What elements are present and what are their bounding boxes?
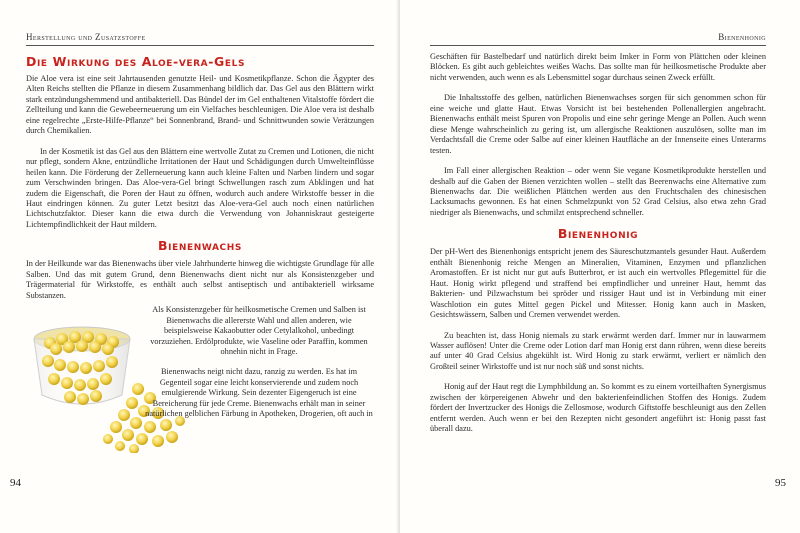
page-number-right: 95 (775, 477, 786, 489)
paragraph: Die Aloe vera ist eine seit Jahrtausenden genutzte Heil- und Kosmetikpflanze. Schon die Ägypter des Alten Reichs stellten die Pflanze in diesem Zusammenhang bildlich dar. Das Gel aus den Blättern wirkt stark entzündungshemmend und antibakteriell. Das Bündel der im Gel enthaltenen Vitalstoffe fördert die Zellteilung und kann die Gewebeerneuerung um ein Vielfaches beschleunigen. Die Aloe vera ist deshalb eine regelrechte „Erste-Hilfe-Pflanze“ bei Sonnenbrand, Brand- und Schnittwunden sowie Verätzungen durch Chemikalien. (26, 74, 374, 136)
paragraph: Die Inhaltsstoffe des gelben, natürlichen Bienenwachses sorgen für sich genommen schon für eine weiche und glatte Haut. Etwas Vorsicht ist bei bestehenden Pollenallergien angebracht. Bienenwachs enthält meist Spuren von Propolis und eine sehr geringe Menge an Pollen. Auch wenn diese Menge wahrscheinlich zu gering ist, um allergische Reaktionen auszulösen, sollte man im Verdachtsfall die Creme oder Salbe auf einer kleinen Hautfläche an der Innenseite eines Unterarms testen. (430, 93, 766, 155)
section-title-bienenhonig: Bienenhonig (557, 226, 639, 242)
paragraph: Zu beachten ist, dass Honig niemals zu stark erwärmt werden darf. Immer nur in lauwarmem Wasser auflösen! Unter die Creme oder Lotion darf man Honig erst dann rühren, wenn diese bereits auf unter 40 Grad Celsius abgekühlt ist. Wird Honig zu stark erwärmt, verliert er nämlich den Großteil seiner Wirkstoffe und ist nur noch süß und sonst nichts. (430, 330, 766, 371)
paragraph: In der Kosmetik ist das Gel aus den Blättern eine wertvolle Zutat zu Cremen und Lotionen, die nicht nur pflegt, sondern Akne, entzündliche Irritationen der Haut und Schädigungen durch Umwelteinflüsse heilen kann. Die Förderung der Zellerneuerung kann auch kleine Falten und Narben lindern und sogar zum Verschwinden bringen. Das Aloe-vera-Gel bringt Schwellungen rasch zum Abklingen und hat zudem die Eigenschaft, die Poren der Haut zu öffnen, wodurch auch andere Wirkstoffe besser in die Haut eindringen können. Zu guter Letzt besitzt das Aloe-vera-Gel auch noch einen natürlichen Lichtschutzfaktor. Dieser kann die etwa durch die Verwendung von Johanniskraut gesteigerte Lichtempfindlichkeit der Haut mildern. (26, 146, 374, 229)
paragraph: Der pH-Wert des Bienenhonigs entspricht jenem des Säureschutzmantels gesunder Haut. Außerdem enthält Bienenhonig reiche Mengen an Mineralien, Vitaminen, Enzymen und pflanzlichen Aromastoffen. Er ist nicht nur gut aufs Butterbrot, er ist auch ein wertvolles Pflegemittel für die Haut. Honig wirkt pflegend und straffend bei empfindlicher und unreiner Haut, hemmt das Bakterien- und Pilzwachstum bei spröder und rissiger Haut und ist in Verbindung mit einer Waschlotion ein gutes Mittel gegen Pickel und Mitesser. Honig kann auch in Masken, Gesichtswässern, Salben und Cremen verwendet werden. (430, 247, 766, 320)
paragraph: In der Heilkunde war das Bienenwachs über viele Jahrhunderte hinweg die wichtigste Grundlage für alle Salben. Und das mit gutem Grund, denn Bienenwachs dient nicht nur als Konsistenzgeber und Trägermaterial für Wirkstoffe, es enthält auch selbst antiseptisch und antibakteriell wirksame Substanzen. (26, 259, 374, 300)
right-content (430, 52, 766, 435)
header-rule-right (430, 45, 766, 46)
section-title-bienenwachs: Bienenwachs (158, 238, 242, 254)
left-content (26, 54, 374, 465)
page-number-left: 94 (10, 477, 21, 489)
beeswax-side-text (144, 305, 374, 420)
running-head-left: Herstellung und Zusatzstoffe (26, 32, 146, 42)
paragraph: Geschäften für Bastelbedarf und natürlich direkt beim Imker in Form von Plättchen oder kleinen Blöcken. Es gibt auch gebleichtes weißes Wachs. Das sollte man für heilkosmetische Produkte aber nicht verwenden, auch wenn es als Lebensmittel sogar durchaus seinen Zweck erfüllt. (430, 52, 766, 82)
paragraph: Im Fall einer allergischen Reaktion – oder wenn Sie vegane Kosmetikprodukte herstellen und deshalb auf die Gaben der Bienen verzichten wollen – stellt das Beerenwachs eine Alternative zum Bienenwachs dar. Die weißlichen Plättchen werden aus den Fruchtschalen des chinesischen Lacksumachs gewonnen. Es hat einen Schmelzpunkt von 52 Grad Celsius, also etwa zehn Grad niedriger als Bienenwachs, und schmilzt entsprechend schneller. (430, 166, 766, 217)
paragraph: Als Konsistenzgeber für heilkosmetische Cremen und Salben ist Bienenwachs die allererste Wahl und allen anderen, wie beispielsweise Kakaobutter oder Cetylalkohol, unbedingt vorzuziehen. Erdölprodukte, wie Vaseline oder Paraffin, kommen ohnehin nicht in Frage. (150, 305, 368, 356)
running-head-right: Bienenhonig (718, 32, 766, 42)
section-title-aloe: Die Wirkung des Aloe-vera-Gels (26, 54, 246, 69)
paragraph: Honig auf der Haut regt die Lymphbildung an. So kommt es zu einem vorteilhaften Synergismus zwischen der körpereigenen Abwehr und den bakterienfeindlichen Stoffen des Honigs. Zudem fördert der Invertzucker des Honigs die Zellosmose, wodurch Giftstoffe beschleunigt aus den Zellen entfernt werden. Auch wenn er bei den Rezepten nicht gesondert angeführt ist: Honig passt fast überall dazu. (430, 382, 766, 434)
header-rule-left (26, 45, 374, 46)
right-page (400, 0, 800, 533)
beeswax-figure-block (26, 305, 374, 465)
paragraph: Bienenwachs neigt nicht dazu, ranzig zu werden. Es hat im Gegenteil sogar eine leicht konservierende und zudem noch emulgierende Wirkung. Sein dezenter Eigengeruch ist eine Bereicherung für jede Creme. Bienenwachs erhält man in seiner natürlichen gelblichen Färbung in Apotheken, Drogerien, oft auch in (145, 367, 373, 419)
